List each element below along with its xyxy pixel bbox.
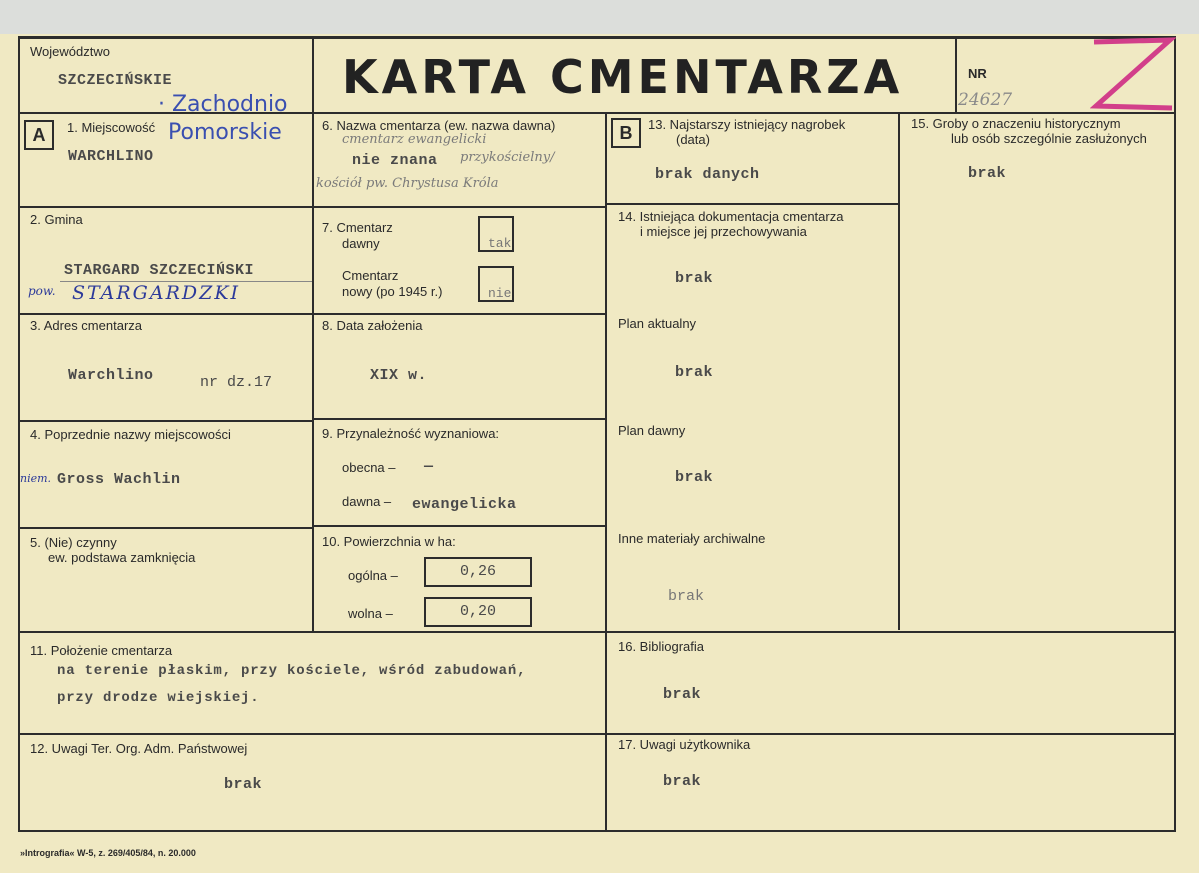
f7-value-1: tak [488,236,512,251]
f4-prefix: niem. [20,472,52,485]
hline-a2 [18,313,314,315]
vline-ab [605,112,607,832]
hline-row11 [18,631,1176,633]
f6-value: nie znana [352,152,438,169]
f3-value: Warchlino [68,367,154,384]
f10-ogolna-value: 0,26 [424,557,532,587]
f10-label: 10. Powierzchnia w ha: [322,534,456,549]
inne-materialy-value: brak [668,588,705,605]
frame-bottom [18,830,1176,832]
plan-dawny-value: brak [675,469,714,486]
wojewodztwo-label: Województwo [30,44,110,59]
f17-label: 17. Uwagi użytkownika [618,737,751,752]
f8-label: 8. Data założenia [322,318,423,333]
hline-b1 [605,203,900,205]
f6-hand-1: cmentarz ewangelicki [342,132,487,147]
f12-label: 12. Uwagi Ter. Org. Adm. Państwowej [30,741,248,756]
f1-label: 1. Miejscowość [67,120,156,135]
f10-wolna-label: wolna – [348,606,393,621]
f11-line-1: na terenie płaskim, przy kościele, wśród zabudowań, [57,663,527,679]
f14-value: brak [675,270,714,287]
hline-row12 [18,733,1176,735]
f15-label-2: lub osób szczególnie zasłużonych [951,131,1147,146]
f10-wolna-value: 0,20 [424,597,532,627]
f2-hand-value: STARGARDZKI [72,282,241,304]
frame-top [18,36,1176,39]
nr-value: 24627 [958,90,1013,110]
f9-obecna-label: obecna – [342,460,396,475]
top-strip [0,0,1199,34]
f5-label-1: 5. (Nie) czynny [30,535,117,550]
f10-ogolna-label: ogólna – [348,568,398,583]
hline-a1 [18,206,314,208]
print-info: »Intrografia« W-5, z. 269/405/84, n. 20.000 [20,848,196,858]
f1-value: WARCHLINO [68,148,154,165]
hline-m1 [312,206,607,208]
f13-label-1: 13. Najstarszy istniejący nagrobek [648,117,846,132]
f12-value: brak [224,776,263,793]
f6-hand-3: kościół pw. Chrystusa Króla [316,176,499,191]
f4-value: Gross Wachlin [57,471,181,488]
plan-aktualny-value: brak [675,364,714,381]
f7-label-2b: nowy (po 1945 r.) [342,284,443,299]
f11-line-2: przy drodze wiejskiej. [57,690,260,706]
f6-label: 6. Nazwa cmentarza (ew. nazwa dawna) [322,118,556,133]
frame-left [18,36,20,832]
corner-z-mark [1090,36,1176,112]
f9-label: 9. Przynależność wyznaniowa: [322,426,500,441]
f14-label-1: 14. Istniejąca dokumentacja cmentarza [618,209,844,224]
f13-label-2: (data) [676,132,710,147]
frame-right [1174,36,1176,832]
stamp-line-1: · Zachodnio [158,92,288,117]
hline-m2 [312,313,607,315]
vline-15 [898,112,900,630]
f9-dawna-value: ewangelicka [412,496,517,513]
stamp-line-2: Pomorskie [168,120,282,145]
f7-value-2: nie [488,286,512,301]
f9-obecna-value: — [424,458,434,475]
f7-label-1a: 7. Cmentarz [322,220,393,235]
hline-a4 [18,527,314,529]
f15-label-1: 15. Groby o znaczeniu historycznym [911,116,1121,131]
hline-a3 [18,420,314,422]
hline-m3 [312,418,607,420]
f7-label-1b: dawny [342,236,380,251]
section-a-box: A [24,120,54,150]
f2-value: STARGARD SZCZECIŃSKI [64,262,255,279]
plan-aktualny-label: Plan aktualny [618,316,697,331]
f9-dawna-label: dawna – [342,494,392,509]
wojewodztwo-value: SZCZECIŃSKIE [58,72,173,89]
f15-value: brak [968,165,1007,182]
f2-label: 2. Gmina [30,212,83,227]
section-b-box: B [611,118,641,148]
f14-label-2: i miejsce jej przechowywania [640,224,807,239]
f5-label-2: ew. podstawa zamknięcia [48,550,196,565]
f7-label-2a: Cmentarz [342,268,399,283]
page-title: KARTA CMENTARZA [342,50,904,104]
inne-materialy-label: Inne materiały archiwalne [618,531,766,546]
f16-label: 16. Bibliografia [618,639,704,654]
f6-hand-2: przykościelny/ [460,150,555,165]
nr-label: NR [968,66,987,81]
plan-dawny-label: Plan dawny [618,423,686,438]
f2-hand-prefix: pow. [28,284,56,298]
f3-label: 3. Adres cmentarza [30,318,142,333]
f3-value-2: nr dz.17 [200,374,273,391]
hline-m4 [312,525,607,527]
f13-value: brak danych [655,166,760,183]
f4-label: 4. Poprzednie nazwy miejscowości [30,427,231,442]
f11-label: 11. Położenie cmentarza [30,643,173,658]
f8-value: XIX w. [370,367,428,384]
header-vline-2 [955,36,957,114]
f17-value: brak [663,773,702,790]
f16-value: brak [663,686,702,703]
header-vline-1 [312,36,314,633]
